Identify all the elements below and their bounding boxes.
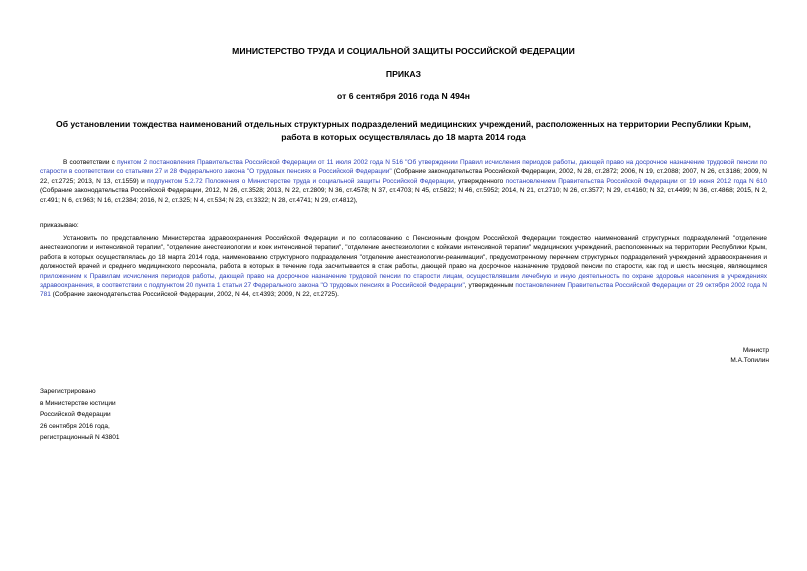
registration-line-3: Российской Федерации bbox=[40, 411, 111, 419]
registration-block bbox=[40, 386, 120, 444]
registration-line-4: 26 сентября 2016 года, bbox=[40, 422, 110, 430]
preamble-text-1: В соответствии с bbox=[63, 159, 118, 166]
title-line-2: работа в которых осуществлялась до 18 марта 2014 года bbox=[281, 131, 526, 142]
link-resolution-781[interactable]: постановлением Правительства Российской Федерации от 29 октября 2002 года N 781 bbox=[40, 282, 768, 299]
order-date-number: от 6 сентября 2016 года N 494н bbox=[337, 91, 470, 101]
operative-paragraph bbox=[40, 234, 767, 300]
link-resolution-610[interactable]: постановлением Правительства Российской Федерации от 19 июня 2012 года N 610 bbox=[505, 177, 767, 185]
registration-number: регистрационный N 43801 bbox=[40, 434, 120, 442]
preamble-text-4: (Собрание законодательства Российской Федерации, 2012, N 26, ст.3528; 2013, N 22, ст.2809; N 36, ст.4578; N 37, ст.4703; N 45, ст.5822; N 46, ст.5952; 2014, N 21, ст.2710; N 26, ст.3577; N 29, ст.4160; N 32, ст.4499; N 36, ст.4868; 2015, N 2, ст.491; N 6, ст.963; N 16, ст.2384; 2016, N 2, ст.325; N 4, ст.534; N 23, ст.3322; N 28, ст.4741; N 29, ст.4812), bbox=[40, 187, 767, 204]
body-text-3: (Собрание законодательства Российской Федерации, 2002, N 44, ст.4393; 2009, N 22, ст.2725). bbox=[50, 291, 339, 299]
title-line-1: Об установлении тождества наименований отдельных структурных подразделений медицинских учреждений, расположенных на территории Республики Крым, bbox=[56, 119, 751, 129]
link-ministry-regulation[interactable]: подпунктом 5.2.72 Положения о Министерстве труда и социальной защиты Российской Федерации bbox=[147, 177, 454, 185]
registration-line-2: в Министерстве юстиции bbox=[40, 399, 116, 407]
link-rules-appendix[interactable]: приложением к Правилам исчисления периодов работы, дающей право на досрочное назначение трудовой пенсии по старости лицам, осуществлявшим лечебную и иную деятельность по охране здоровья населения в учреждениях здравоохранения, в соответствии с подпунктом 20 пункта 1 статьи 27 Федерального закона "О трудовых пенсиях в Российской Федерации" bbox=[40, 272, 767, 290]
body-text-1: Установить по представлению Министерства здравоохранения Российской Федерации и по согласованию с Пенсионным фондом Российской Федерации тождество наименований структурных подразделений "отделение анестезиологии и интенсивной терапии", "отделение анестезиологии и коек интенсивной терапии", "отделение анестезиологии с койками интенсивной терапии" медицинских учреждений, расположенных на территории Республики Крым, работа в которых осуществлялась до 18 марта 2014 года, наименованию структурного подразделения "отделение анестезиологии-реанимации", предусмотренному перечнем структурных подразделений учреждений здравоохранения и должностей врачей и среднего медицинского персонала, работа в которых в течение года засчитывается в стаж работы, дающей право на досрочное назначение трудовой пенсии по старости, как год и шесть месяцев, являющимся bbox=[40, 235, 767, 271]
preamble-text-2: (Собрание законодательства Российской Федерации, 2002, N 28, ст.2872; 2006, N 19, ст.2088; 2007, N 26, ст.3186; 2009, N 22, ст.2725; 2013, N 13, ст.1559) и bbox=[40, 168, 767, 185]
body-text-2: , утвержденным bbox=[464, 282, 516, 290]
signer-position: Министр bbox=[742, 347, 769, 354]
signature-block bbox=[730, 346, 769, 366]
preamble-text-3: , утвержденного bbox=[453, 177, 506, 185]
ministry-heading: МИНИСТЕРСТВО ТРУДА И СОЦИАЛЬНОЙ ЗАЩИТЫ РОССИЙСКОЙ ФЕДЕРАЦИИ bbox=[232, 46, 575, 56]
signer-name: М.А.Топилин bbox=[730, 356, 769, 364]
order-word: приказываю: bbox=[40, 222, 79, 229]
preamble-paragraph bbox=[40, 158, 767, 205]
registration-line-1: Зарегистрировано bbox=[40, 388, 96, 395]
document-type: ПРИКАЗ bbox=[385, 69, 422, 79]
link-resolution-516[interactable]: пунктом 2 постановления Правительства Российской Федерации от 11 июля 2002 года N 516 "Об утверждении Правил исчисления периодов работы, дающей право на досрочное назначение трудовой пенсии по старости в соответствии со статьями 27 и 28 Федерального закона "О трудовых пенсиях в Российской Федерации" bbox=[40, 159, 767, 176]
document-title bbox=[40, 118, 767, 143]
